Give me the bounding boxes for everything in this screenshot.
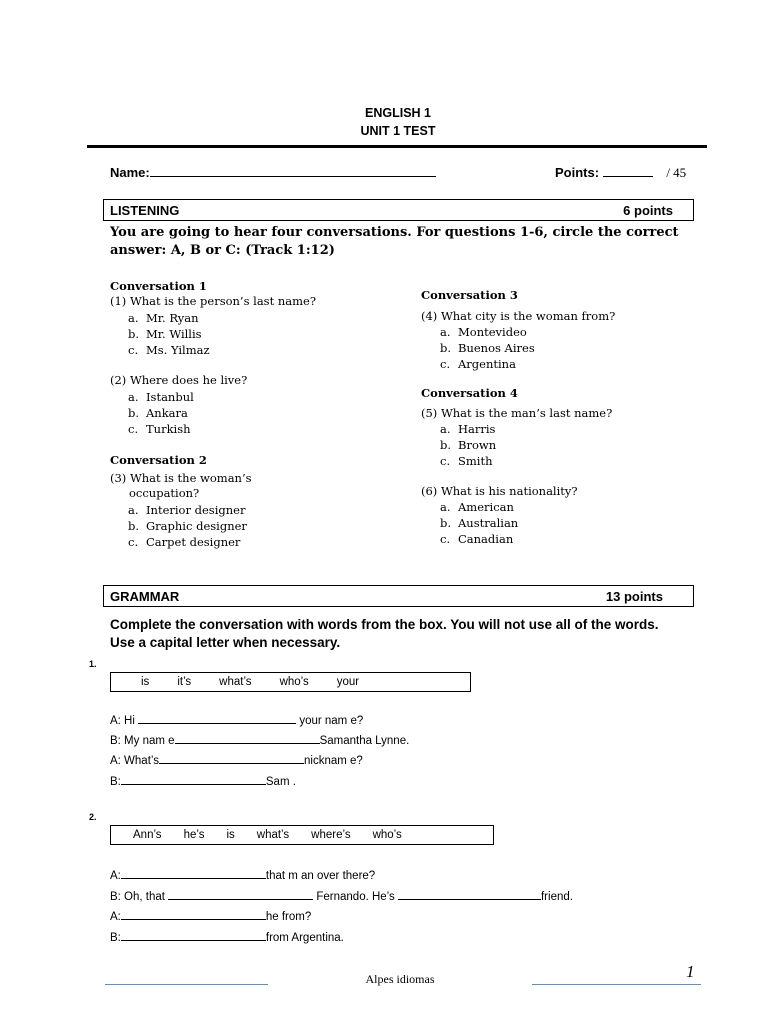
question-6-options	[440, 499, 518, 547]
exercise-2-line-2: B: Oh, that Fernando. He’s friend.	[110, 888, 573, 904]
option[interactable]: a. Interior designer	[128, 503, 246, 517]
listening-section-header	[103, 199, 694, 221]
exercise-2-word-box: Ann’s he’s is what’s where’s who’s	[110, 825, 494, 845]
question-1-options	[128, 310, 210, 358]
page-number: 1	[686, 962, 695, 981]
option[interactable]: a. American	[440, 500, 514, 514]
answer-blank[interactable]	[168, 888, 313, 900]
grammar-instructions: Complete the conversation with words from the box. You will not use all of the words. Use a capital letter when necessary.	[110, 617, 659, 650]
conversation-2-title: Conversation 2	[110, 453, 207, 467]
option[interactable]: c. Argentina	[440, 357, 516, 371]
exercise-1-line-3: A: What’s nicknam e?	[110, 752, 363, 768]
points-total: / 45	[666, 165, 687, 180]
header-rule	[87, 145, 707, 148]
question-3-options	[128, 502, 247, 550]
question-4: (4) What city is the woman from?	[421, 309, 616, 323]
exercise-2-line-1: A: that m an over there?	[110, 867, 375, 883]
name-blank[interactable]	[150, 165, 436, 177]
answer-blank[interactable]	[159, 752, 304, 764]
option[interactable]: b. Ankara	[128, 406, 188, 420]
grammar-heading: GRAMMAR	[110, 588, 180, 604]
answer-blank[interactable]	[121, 929, 266, 941]
footer-text: Alpes idiomas	[365, 972, 435, 986]
option[interactable]: b. Buenos Aires	[440, 341, 535, 355]
question-2: (2) Where does he live?	[110, 373, 248, 387]
option[interactable]: b. Brown	[440, 438, 497, 452]
answer-blank[interactable]	[138, 712, 296, 724]
question-1: (1) What is the person’s last name?	[110, 294, 316, 308]
exercise-1-line-2: B: My nam e Samantha Lynne.	[110, 732, 409, 748]
name-field[interactable]	[110, 165, 436, 180]
name-label: Name:	[110, 165, 150, 180]
option[interactable]: a. Istanbul	[128, 390, 194, 404]
exercise-1-number: 1.	[89, 659, 97, 669]
exercise-1-line-4: B: Sam .	[110, 773, 296, 789]
option[interactable]: c. Carpet designer	[128, 535, 241, 549]
footer-right-rule	[532, 984, 701, 985]
points-blank[interactable]	[603, 165, 653, 177]
page-title: ENGLISH 1	[365, 106, 431, 120]
question-3: (3) What is the woman’s occupation?	[110, 471, 252, 500]
question-5-options	[440, 421, 496, 469]
option[interactable]: a. Harris	[440, 422, 496, 436]
points-label: Points:	[555, 165, 600, 180]
exercise-2-number: 2.	[89, 812, 97, 822]
listening-instructions: You are going to hear four conversations. For questions 1-6, circle the correct answer: A, B or C: (Track 1:12)	[110, 225, 679, 258]
exercise-2-line-4: B: from Argentina.	[110, 929, 344, 945]
option[interactable]: b. Australian	[440, 516, 519, 530]
listening-heading: LISTENING	[110, 202, 180, 218]
option[interactable]: a. Mr. Ryan	[128, 311, 199, 325]
question-2-options	[128, 389, 194, 437]
grammar-points: 13 points	[605, 588, 663, 604]
option[interactable]: c. Ms. Yilmaz	[128, 343, 210, 357]
conversation-1-title: Conversation 1	[110, 279, 207, 293]
option[interactable]: c. Smith	[440, 454, 493, 468]
page-subtitle: UNIT 1 TEST	[360, 124, 436, 138]
question-6: (6) What is his nationality?	[421, 484, 578, 498]
answer-blank[interactable]	[175, 732, 320, 744]
grammar-section-header	[103, 585, 694, 607]
conversation-3-title: Conversation 3	[421, 288, 518, 302]
exercise-1-word-box: is it’s what’s who’s your	[110, 672, 471, 692]
points-field[interactable]	[555, 165, 686, 181]
exercise-2-line-3: A: he from?	[110, 908, 311, 924]
exercise-1-line-1: A: Hi your nam e?	[110, 712, 363, 728]
question-4-options	[440, 324, 535, 372]
conversation-4-title: Conversation 4	[421, 386, 518, 400]
option[interactable]: c. Turkish	[128, 422, 191, 436]
listening-points: 6 points	[623, 202, 673, 218]
answer-blank[interactable]	[121, 773, 266, 785]
answer-blank[interactable]	[398, 888, 541, 900]
question-5: (5) What is the man’s last name?	[421, 406, 613, 420]
option[interactable]: b. Mr. Willis	[128, 327, 202, 341]
answer-blank[interactable]	[121, 908, 266, 920]
option[interactable]: c. Canadian	[440, 532, 514, 546]
answer-blank[interactable]	[121, 867, 266, 879]
option[interactable]: b. Graphic designer	[128, 519, 247, 533]
option[interactable]: a. Montevideo	[440, 325, 527, 339]
